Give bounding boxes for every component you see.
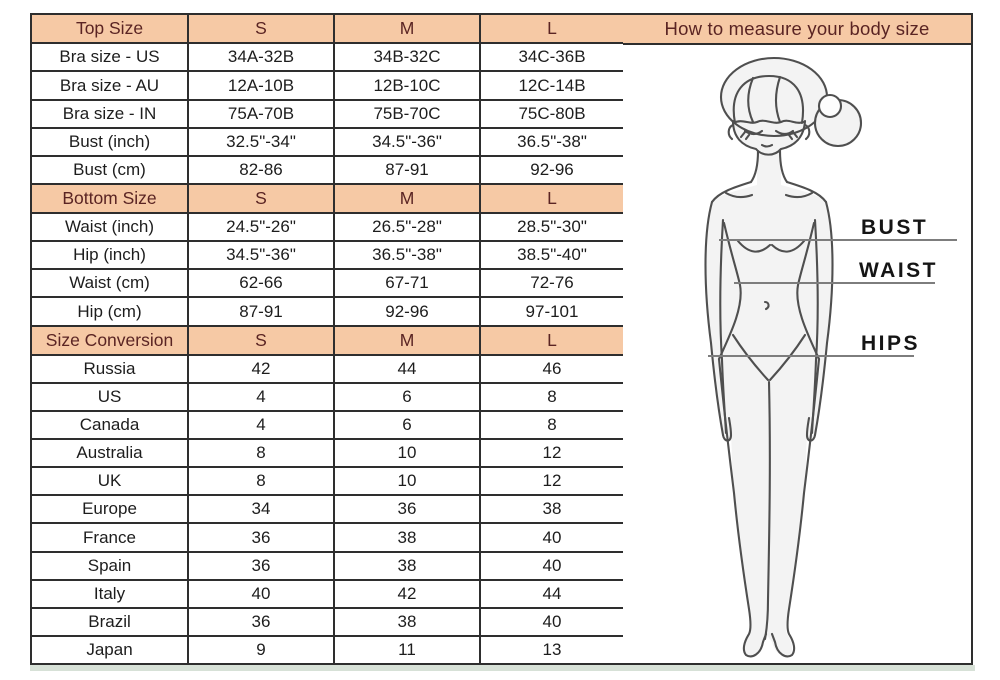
value-cell: 34B-32C (334, 43, 480, 71)
value-cell: 6 (334, 411, 480, 439)
table-row (31, 383, 624, 411)
table-row (31, 411, 624, 439)
table-row (31, 439, 624, 467)
value-cell: 36 (188, 523, 334, 551)
table-row (31, 495, 624, 523)
value-cell: 34 (188, 495, 334, 523)
value-cell: 62-66 (188, 269, 334, 297)
size-column-header-cell: S (188, 184, 334, 213)
measure-panel (623, 13, 973, 665)
measure-panel-header (623, 15, 971, 45)
table-row (31, 552, 624, 580)
measure-panel-title: How to measure your body size (664, 18, 930, 39)
value-cell: 75B-70C (334, 100, 480, 128)
value-cell: 87-91 (188, 297, 334, 325)
row-label-cell: UK (31, 467, 188, 495)
value-cell: 82-86 (188, 156, 334, 184)
value-cell: 8 (188, 439, 334, 467)
value-cell: 11 (334, 636, 480, 664)
value-cell: 42 (334, 580, 480, 608)
row-label-cell: France (31, 523, 188, 551)
waist-label: WAIST (859, 259, 938, 282)
row-label-cell: Bra size - US (31, 43, 188, 71)
value-cell: 38 (334, 523, 480, 551)
value-cell: 36 (188, 552, 334, 580)
value-cell: 12B-10C (334, 71, 480, 99)
value-cell: 4 (188, 411, 334, 439)
hair-ring-icon (819, 95, 841, 117)
size-column-header-cell: M (334, 14, 480, 43)
value-cell: 97-101 (480, 297, 624, 325)
value-cell: 24.5"-26" (188, 213, 334, 241)
value-cell: 38 (334, 608, 480, 636)
value-cell: 40 (188, 580, 334, 608)
value-cell: 36.5"-38" (480, 128, 624, 156)
value-cell: 9 (188, 636, 334, 664)
table-row (31, 636, 624, 664)
table-shadow (30, 665, 975, 671)
value-cell: 4 (188, 383, 334, 411)
size-column-header-cell: S (188, 14, 334, 43)
table-row (31, 355, 624, 383)
table-row (31, 269, 624, 297)
value-cell: 28.5"-30" (480, 213, 624, 241)
size-column-header-cell: M (334, 326, 480, 355)
table-row (31, 297, 624, 325)
value-cell: 75C-80B (480, 100, 624, 128)
value-cell: 38 (480, 495, 624, 523)
table-row (31, 100, 624, 128)
value-cell: 12 (480, 467, 624, 495)
value-cell: 12C-14B (480, 71, 624, 99)
row-label-cell: Japan (31, 636, 188, 664)
value-cell: 92-96 (480, 156, 624, 184)
value-cell: 34.5"-36" (188, 241, 334, 269)
value-cell: 13 (480, 636, 624, 664)
value-cell: 34A-32B (188, 43, 334, 71)
value-cell: 42 (188, 355, 334, 383)
table-row (31, 580, 624, 608)
section-title-cell: Size Conversion (31, 326, 188, 355)
table-row (31, 467, 624, 495)
value-cell: 40 (480, 523, 624, 551)
value-cell: 8 (188, 467, 334, 495)
value-cell: 36 (334, 495, 480, 523)
row-label-cell: Waist (cm) (31, 269, 188, 297)
value-cell: 32.5"-34" (188, 128, 334, 156)
hips-label: HIPS (861, 332, 921, 355)
row-label-cell: Italy (31, 580, 188, 608)
value-cell: 40 (480, 552, 624, 580)
value-cell: 34.5"-36" (334, 128, 480, 156)
table-row (31, 213, 624, 241)
section-header-row (31, 184, 624, 213)
value-cell: 26.5"-28" (334, 213, 480, 241)
value-cell: 36 (188, 608, 334, 636)
value-cell: 67-71 (334, 269, 480, 297)
row-label-cell: Bust (inch) (31, 128, 188, 156)
row-label-cell: Brazil (31, 608, 188, 636)
section-title-cell: Top Size (31, 14, 188, 43)
value-cell: 38 (334, 552, 480, 580)
table-row (31, 43, 624, 71)
row-label-cell: Bra size - AU (31, 71, 188, 99)
row-label-cell: Australia (31, 439, 188, 467)
table-row (31, 241, 624, 269)
table-row (31, 523, 624, 551)
section-title-cell: Bottom Size (31, 184, 188, 213)
value-cell: 12A-10B (188, 71, 334, 99)
size-table (30, 13, 625, 665)
value-cell: 38.5"-40" (480, 241, 624, 269)
size-column-header-cell: L (480, 326, 624, 355)
left-ear-icon (729, 125, 733, 139)
table-row (31, 71, 624, 99)
value-cell: 40 (480, 608, 624, 636)
value-cell: 10 (334, 467, 480, 495)
value-cell: 46 (480, 355, 624, 383)
value-cell: 72-76 (480, 269, 624, 297)
size-column-header-cell: S (188, 326, 334, 355)
size-column-header-cell: L (480, 184, 624, 213)
size-column-header-cell: L (480, 14, 624, 43)
bust-label: BUST (861, 216, 929, 239)
row-label-cell: Canada (31, 411, 188, 439)
row-label-cell: Europe (31, 495, 188, 523)
row-label-cell: Bra size - IN (31, 100, 188, 128)
value-cell: 87-91 (334, 156, 480, 184)
value-cell: 75A-70B (188, 100, 334, 128)
table-row (31, 128, 624, 156)
row-label-cell: Bust (cm) (31, 156, 188, 184)
value-cell: 6 (334, 383, 480, 411)
measure-panel-body (623, 45, 971, 663)
row-label-cell: Hip (inch) (31, 241, 188, 269)
row-label-cell: Spain (31, 552, 188, 580)
value-cell: 34C-36B (480, 43, 624, 71)
value-cell: 44 (334, 355, 480, 383)
value-cell: 92-96 (334, 297, 480, 325)
table-row (31, 608, 624, 636)
row-label-cell: Russia (31, 355, 188, 383)
size-column-header-cell: M (334, 184, 480, 213)
row-label-cell: US (31, 383, 188, 411)
value-cell: 12 (480, 439, 624, 467)
value-cell: 44 (480, 580, 624, 608)
value-cell: 10 (334, 439, 480, 467)
section-header-row (31, 326, 624, 355)
value-cell: 8 (480, 383, 624, 411)
row-label-cell: Hip (cm) (31, 297, 188, 325)
value-cell: 36.5"-38" (334, 241, 480, 269)
row-label-cell: Waist (inch) (31, 213, 188, 241)
size-table-body (31, 14, 624, 664)
body-measurement-figure (623, 45, 971, 663)
table-row (31, 156, 624, 184)
section-header-row (31, 14, 624, 43)
value-cell: 8 (480, 411, 624, 439)
